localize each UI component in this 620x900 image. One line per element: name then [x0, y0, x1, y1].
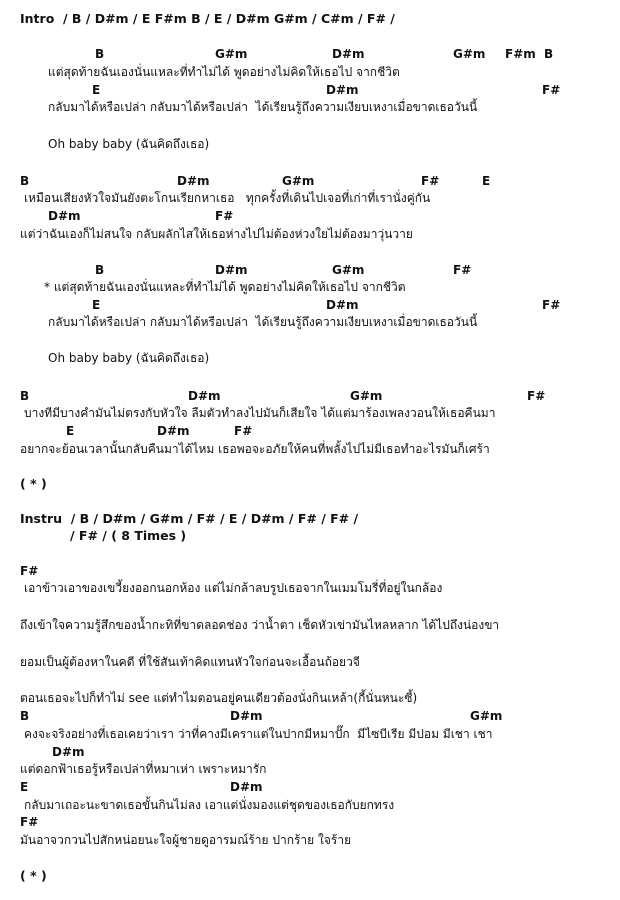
chord: D#m — [177, 174, 210, 188]
chord: G#m — [282, 174, 315, 188]
intro-line: Intro / B / D#m / E F#m B / E / D#m G#m / C#m / F# / — [20, 11, 395, 26]
chord: F# — [215, 209, 234, 223]
chord: D#m — [52, 745, 85, 759]
lyric-line: กลับมาได้หรือเปล่า กลับมาได้หรือเปล่า ได้เรียนรู้ถึงความเงียบเหงาเมื่อขาดเธอวันนี้ — [48, 100, 478, 114]
chord: E — [92, 298, 101, 312]
chord: F# — [20, 815, 39, 829]
chord: B — [544, 47, 554, 61]
lyric-line: แต่สุดท้ายฉันเองนั่นแหละที่ทำไม่ได้ พูดอย่างไม่คิดให้เธอไป จากชีวิต — [48, 65, 400, 79]
chord: F# — [20, 564, 39, 578]
lyric-line: บางทีมีบางคำมันไม่ตรงกับหัวใจ ลืมตัวทำลงไปมันก็เสียใจ ได้แต่มาร้องเพลงวอนให้เธอคืนมา — [24, 406, 496, 420]
chord: D#m — [48, 209, 81, 223]
chord: F# — [542, 298, 561, 312]
chord: D#m — [230, 709, 263, 723]
chord: B — [20, 709, 30, 723]
lyric-line: เอาข้าวเอาของเขวี้ยงออกนอกห้อง แต่ไม่กล้าลบรูปเธอจากในเมมโมรี่ที่อยู่ในกล้อง — [24, 581, 443, 595]
chord: G#m — [453, 47, 486, 61]
chord: D#m — [188, 389, 221, 403]
chord: F# — [453, 263, 472, 277]
chord: B — [95, 263, 105, 277]
chord: B — [95, 47, 105, 61]
chord: D#m — [332, 47, 365, 61]
chord: G#m — [470, 709, 503, 723]
lyric-line: คงจะจริงอย่างที่เธอเคยว่าเรา ว่าที่คางมีเคราแต่ในปากมีหมาปั๊ก มีไซบีเรีย มีปอม มีเชา เชา — [24, 727, 493, 741]
lyric-line: ถึงเข้าใจความรู้สึกของน้ำกะทิที่ขาดลอดช่อง ว่าน้ำตา เช็ดหัวเข่ามันไหลหลาก ได้ไปถึงน่องขา — [20, 618, 500, 632]
chord: D#m — [326, 83, 359, 97]
chord: G#m — [332, 263, 365, 277]
chord: F#m — [505, 47, 536, 61]
lyric-line: Oh baby baby (ฉันคิดถึงเธอ) — [48, 351, 210, 365]
lyric-line: แต่ดอกฟ้าเธอรู้หรือเปล่าที่หมาเห่า เพราะหมารัก — [20, 762, 267, 776]
lyric-line: กลับมาเถอะนะขาดเธอขั้นกินไม่ลง เอาแต่นั่งมองแต่ชุดของเธอกับยกทรง — [24, 798, 395, 812]
chord: D#m — [157, 424, 190, 438]
chord: G#m — [215, 47, 248, 61]
chorus-repeat-marker: ( * ) — [20, 476, 47, 491]
chord: E — [66, 424, 75, 438]
lyric-line: แต่ว่าฉันเองก็ไม่สนใจ กลับผลักไสให้เธอห่างไปไม่ต้องห่วงใยไม่ต้องมาวุ่นวาย — [20, 227, 413, 241]
chord: F# — [542, 83, 561, 97]
lyric-line: มันอาจวกวนไปสักหน่อยนะใจผู้ชายดูอารมณ์ร้าย ปากร้าย ใจร้าย — [20, 833, 352, 847]
chord: E — [482, 174, 491, 188]
instrumental-line: Instru / B / D#m / G#m / F# / E / D#m / F# / F# / — [20, 511, 359, 526]
chord: D#m — [326, 298, 359, 312]
chord: F# — [527, 389, 546, 403]
chorus-repeat-marker: ( * ) — [20, 868, 47, 883]
lyric-line: ยอมเป็นผู้ต้องหาในคดี ที่ใช้สันเท้าคิดแทนหัวใจก่อนจะเอื้อนถ้อยวจี — [20, 655, 360, 669]
lyric-line: ตอนเธอจะไปก็ทำไม่ see แต่ทำไมตอนอยู่คนเดียวต้องนั่งกินเหล้า(กี้นั่นหนะซี้) — [20, 691, 418, 705]
lyric-line: Oh baby baby (ฉันคิดถึงเธอ) — [48, 137, 210, 151]
chord: F# — [421, 174, 440, 188]
chord: E — [92, 83, 101, 97]
lyric-line: กลับมาได้หรือเปล่า กลับมาได้หรือเปล่า ได้เรียนรู้ถึงความเงียบเหงาเมื่อขาดเธอวันนี้ — [48, 315, 478, 329]
lyric-line: * แต่สุดท้ายฉันเองนั่นแหละที่ทำไม่ได้ พูดอย่างไม่คิดให้เธอไป จากชีวิต — [44, 280, 406, 294]
chord: B — [20, 389, 30, 403]
chord: D#m — [215, 263, 248, 277]
lyric-line: เหมือนเสียงหัวใจมันยังตะโกนเรียกหาเธอ ทุกครั้งที่เดินไปเจอที่เก่าที่เรานั่งคู่กัน — [24, 191, 431, 205]
chord: D#m — [230, 780, 263, 794]
chord: F# — [234, 424, 253, 438]
chord: G#m — [350, 389, 383, 403]
chord: B — [20, 174, 30, 188]
lyric-line: อยากจะย้อนเวลานั้นกลับคืนมาได้ไหม เธอพอจะอภัยให้คนที่พลั้งไปไม่มีเธอทำอะไรมันก็เศร้า — [20, 442, 490, 456]
chord: E — [20, 780, 29, 794]
instrumental-line: / F# / ( 8 Times ) — [70, 528, 187, 543]
